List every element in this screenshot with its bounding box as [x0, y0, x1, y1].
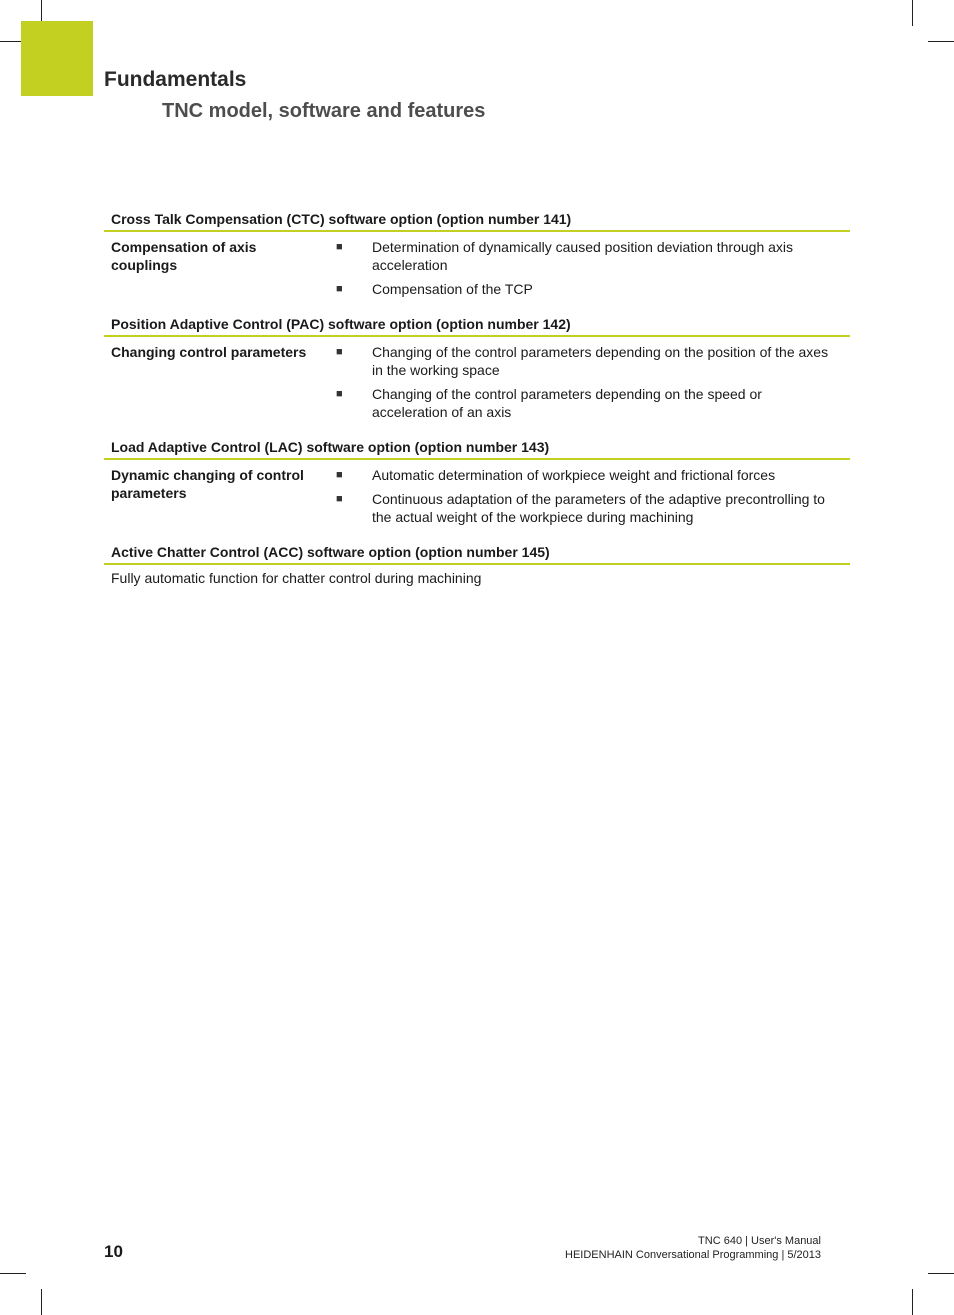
footer-imprint: [565, 1234, 821, 1262]
feature-text: Compensation of the TCP: [372, 281, 533, 297]
option-pac: [104, 311, 850, 434]
crop-mark: [928, 1273, 954, 1274]
chapter-title: Fundamentals: [104, 68, 247, 91]
option-header: Active Chatter Control (ACC) software option (option number 145): [104, 539, 850, 565]
option-body: [104, 232, 850, 311]
square-bullet-icon: ■: [336, 283, 343, 295]
footer-line: TNC 640 | User's Manual: [698, 1235, 821, 1247]
feature-list: [317, 340, 837, 424]
option-lac: [104, 434, 850, 539]
option-header: Cross Talk Compensation (CTC) software option (option number 141): [104, 206, 850, 232]
feature-label: Changing control parameters: [111, 344, 307, 360]
feature-text: Continuous adaptation of the parameters of the adaptive precontrolling to the actual weight of the workpiece during machining: [372, 491, 825, 525]
square-bullet-icon: ■: [336, 469, 343, 481]
feature-text: Automatic determination of workpiece weight and frictional forces: [372, 467, 776, 483]
square-bullet-icon: ■: [336, 346, 343, 358]
chapter-accent-block: [21, 21, 93, 96]
square-bullet-icon: ■: [336, 493, 343, 505]
list-item: [317, 343, 837, 379]
list-item: [317, 490, 837, 526]
option-header: Load Adaptive Control (LAC) software option (option number 143): [104, 434, 850, 460]
crop-mark: [912, 1289, 913, 1315]
list-item: [317, 238, 837, 274]
feature-list: [317, 463, 837, 529]
crop-mark: [41, 1289, 42, 1315]
option-body: [104, 337, 850, 434]
square-bullet-icon: ■: [336, 388, 343, 400]
option-header: Position Adaptive Control (PAC) software option (option number 142): [104, 311, 850, 337]
option-description: Fully automatic function for chatter control during machining: [111, 570, 482, 586]
section-title: TNC model, software and features: [162, 100, 486, 122]
feature-text: Changing of the control parameters depending on the speed or acceleration of an axis: [372, 386, 762, 420]
crop-mark: [912, 0, 913, 26]
list-item: [317, 385, 837, 421]
feature-label: Dynamic changing of control parameters: [111, 467, 304, 501]
list-item: [317, 466, 837, 484]
feature-text: Changing of the control parameters depending on the position of the axes in the working space: [372, 344, 829, 378]
option-body: [104, 460, 850, 539]
option-ctc: [104, 206, 850, 311]
options-table: [104, 206, 850, 587]
list-item: [317, 280, 837, 298]
feature-label: Compensation of axis couplings: [111, 239, 257, 273]
crop-mark: [0, 1273, 26, 1274]
square-bullet-icon: ■: [336, 241, 343, 253]
footer-line: HEIDENHAIN Conversational Programming | 5/2013: [565, 1249, 821, 1261]
feature-list: [317, 235, 837, 301]
page-number: 10: [104, 1242, 123, 1261]
option-acc: [104, 539, 850, 587]
crop-mark: [928, 41, 954, 42]
feature-text: Determination of dynamically caused position deviation through axis acceleration: [372, 239, 794, 273]
